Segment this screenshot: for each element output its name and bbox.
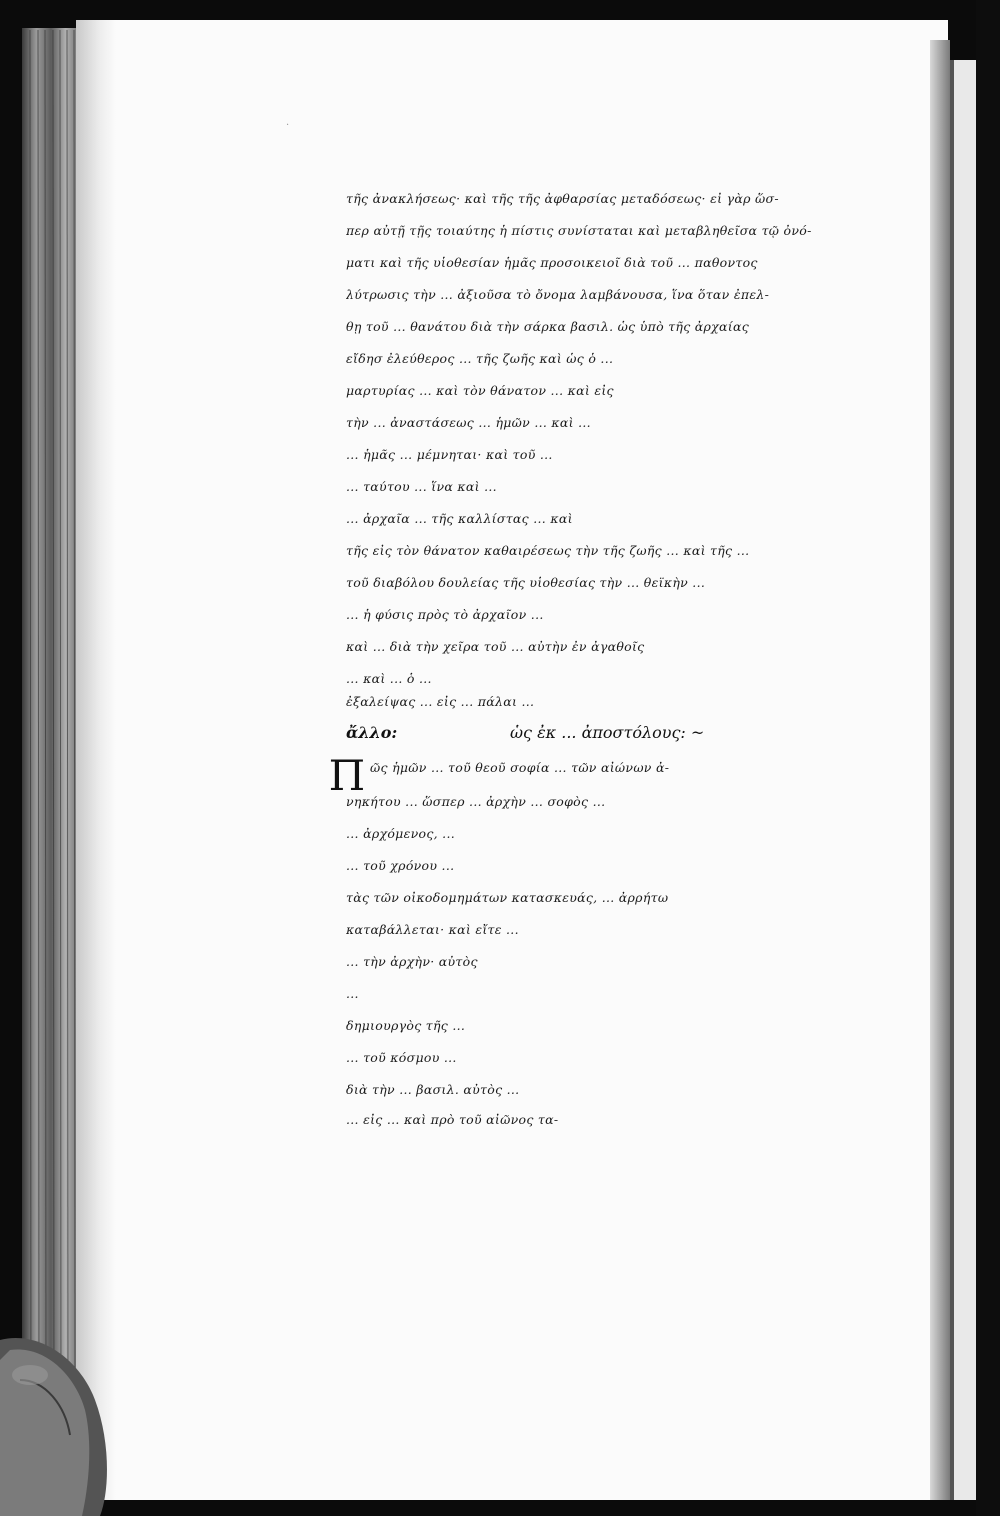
manuscript-line: ἐξαλείψας ... εἰς ... πάλαι ... xyxy=(346,694,535,709)
manuscript-line: τοῦ διαβόλου δουλείας τῆς υἱοθεσίας τὴν ... θεϊκὴν ... xyxy=(346,575,706,590)
manuscript-line: νηκήτου ... ὥσπερ ... ἀρχὴν ... σοφὸς ... xyxy=(346,794,606,809)
manuscript-line: τῆς ἀνακλήσεως· καὶ τῆς τῆς ἀφθαρσίας μεταδόσεως· εἰ γὰρ ὥσ- xyxy=(346,191,779,206)
manuscript-line: μαρτυρίας ... καὶ τὸν θάνατον ... καὶ εἰς xyxy=(346,383,614,398)
manuscript-line: διὰ τὴν ... βασιλ. αὐτὸς ... xyxy=(346,1082,520,1097)
manuscript-line: ... καὶ ... ὁ ... xyxy=(346,671,432,686)
page-fore-edge xyxy=(22,28,80,1448)
manuscript-line: ... ταύτου ... ἵνα καὶ ... xyxy=(346,479,497,494)
manuscript-line: θῃ τοῦ ... θανάτου διὰ τὴν σάρκα βασιλ. ὡς ὑπὸ τῆς ἀρχαίας xyxy=(346,319,750,334)
adjacent-page-edge xyxy=(950,0,1000,1516)
manuscript-line: ... τοῦ χρόνου ... xyxy=(346,858,455,873)
manuscript-line: λύτρωσις τὴν ... ἀξιοῦσα τὸ ὄνομα λαμβάνουσα, ἵνα ὅταν ἐπελ- xyxy=(346,287,770,302)
manuscript-line: τῆς εἰς τὸν θάνατον καθαιρέσεως τὴν τῆς ζωῆς ... καὶ τῆς ... xyxy=(346,543,750,558)
section-heading-title: ὡς ἐκ ... ἀποστόλους: ~ xyxy=(510,723,705,742)
page-mark: · xyxy=(286,120,290,131)
manuscript-line: καὶ ... διὰ τὴν χεῖρα τοῦ ... αὐτὴν ἐν ἀγαθοῖς xyxy=(346,639,645,654)
manuscript-line: ... ἀρχόμενος, ... xyxy=(346,826,456,841)
manuscript-line: καταβάλλεται· καὶ εἴτε ... xyxy=(346,922,519,937)
manuscript-line: ... τοῦ κόσμου ... xyxy=(346,1050,457,1065)
initial-letter: Π xyxy=(328,751,366,800)
manuscript-line: τὴν ... ἀναστάσεως ... ἡμῶν ... καὶ ... xyxy=(346,415,591,430)
manuscript-line: ματι καὶ τῆς υἱοθεσίαν ἡμᾶς προσοικειοῖ διὰ τοῦ ... παθοντος xyxy=(346,255,758,270)
manuscript-line: ... τὴν ἀρχὴν· αὐτὸς xyxy=(346,954,478,969)
manuscript-line: ... ἡ φύσις πρὸς τὸ ἀρχαῖον ... xyxy=(346,607,544,622)
manuscript-line: περ αὐτῇ τῇς τοιαύτης ἡ πίστις συνίσταται καὶ μεταβληθεῖσα τῷ ὀνό- xyxy=(346,223,812,238)
manuscript-line: εἴδησ ἐλεύθερος ... τῆς ζωῆς καὶ ὡς ὁ ... xyxy=(346,351,614,366)
manuscript-line: ... ἀρχαῖα ... τῆς καλλίστας ... καὶ xyxy=(346,511,573,526)
manuscript-line: ... εἰς ... καὶ πρὸ τοῦ αἰῶνος τα- xyxy=(346,1112,559,1127)
manuscript-line: τὰς τῶν οἰκοδομημάτων κατασκευάς, ... ἀρρήτω xyxy=(346,890,669,905)
section-heading-label: ἄλλο: xyxy=(346,723,398,742)
manuscript-line: ῶς ἡμῶν ... τοῦ θεοῦ σοφία ... τῶν αἰώνων ἀ- xyxy=(370,760,670,775)
manuscript-line: ... xyxy=(346,986,359,1001)
manuscript-line: δημιουργὸς τῆς ... xyxy=(346,1018,466,1033)
manuscript-line: ... ἡμᾶς ... μέμνηται· καὶ τοῦ ... xyxy=(346,447,553,462)
